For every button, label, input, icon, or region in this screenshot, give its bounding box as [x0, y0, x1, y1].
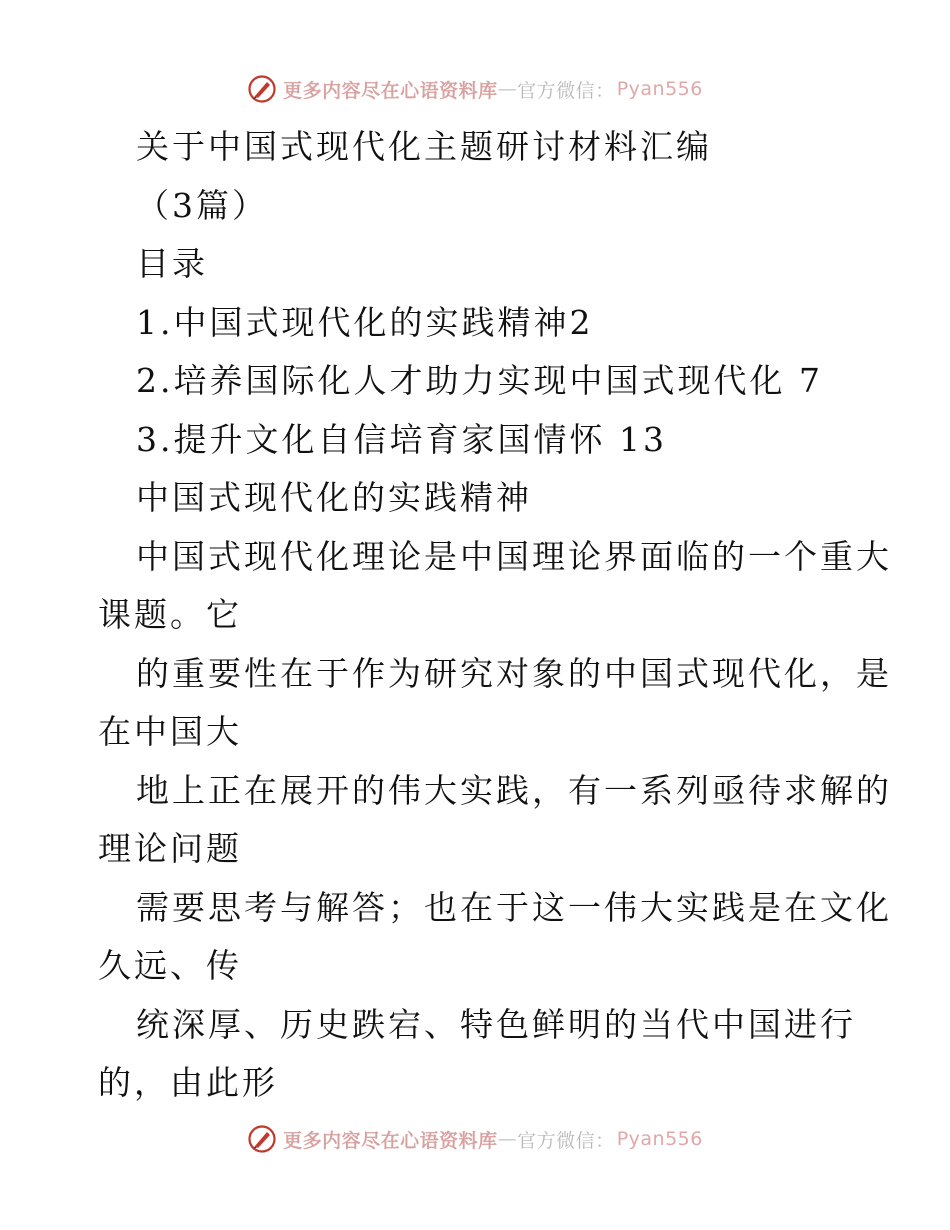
- text-line: 统深厚、历史跌宕、特色鲜明的当代中国进行: [136, 1004, 856, 1044]
- watermark-wechat-id: Pyan556: [616, 78, 703, 100]
- watermark-main-text: 更多内容尽在心语资料库: [283, 1129, 498, 1152]
- watermark-wechat-id: Pyan556: [616, 1128, 703, 1150]
- document-body: [98, 118, 892, 1113]
- watermark-wechat-label: 官方微信：: [517, 79, 615, 102]
- text-line: （3篇）: [136, 185, 268, 225]
- watermark-footer: [0, 1124, 950, 1154]
- watermark-main-text: 更多内容尽在心语资料库: [283, 79, 498, 102]
- text-line: 关于中国式现代化主题研讨材料汇编: [136, 127, 712, 166]
- text-line: 中国式现代化理论是中国理论界面临的一个重大: [136, 536, 892, 576]
- text-line: 课题。它: [98, 595, 242, 634]
- text-line: 久远、传: [98, 946, 242, 985]
- pen-logo-icon: [247, 1124, 277, 1154]
- watermark-wechat-label: 官方微信：: [517, 1129, 615, 1152]
- text-line: 在中国大: [98, 712, 242, 751]
- pen-logo-icon: [247, 74, 277, 104]
- text-line: 中国式现代化的实践精神: [136, 478, 532, 517]
- text-line: 地上正在展开的伟大实践，有一系列亟待求解的: [136, 770, 892, 810]
- watermark-header: [0, 74, 950, 104]
- watermark-separator: —: [497, 78, 518, 100]
- text-line: 1.中国式现代化的实践精神2: [136, 302, 594, 342]
- watermark-separator: —: [497, 1128, 518, 1150]
- text-line: 理论问题: [98, 829, 242, 868]
- text-line: 的重要性在于作为研究对象的中国式现代化，是: [136, 653, 892, 693]
- text-line: 3.提升文化自信培育家国情怀 13: [136, 419, 667, 459]
- text-line: 2.培养国际化人才助力实现中国式现代化 7: [136, 361, 823, 400]
- text-line: 的，由此形: [98, 1063, 278, 1102]
- text-line: 需要思考与解答；也在于这一伟大实践是在文化: [136, 887, 892, 927]
- text-line: 目录: [136, 244, 208, 283]
